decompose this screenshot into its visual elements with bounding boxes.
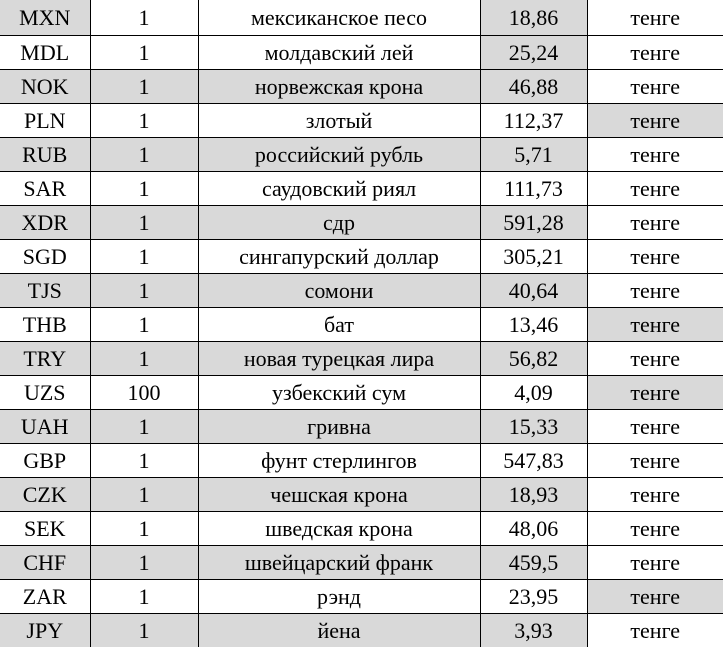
table-row [0, 0, 723, 36]
exchange-rate-cell: 46,88 [480, 70, 587, 104]
currency-code-cell: NOK [0, 70, 90, 104]
currency-name-cell: сомони [198, 274, 480, 308]
currency-code-cell: UZS [0, 376, 90, 410]
quantity-cell: 100 [90, 376, 198, 410]
table-row [0, 580, 723, 614]
unit-cell: тенге [587, 512, 723, 546]
exchange-rate-cell: 547,83 [480, 444, 587, 478]
exchange-rate-cell: 13,46 [480, 308, 587, 342]
unit-cell: тенге [587, 138, 723, 172]
currency-name-cell: йена [198, 614, 480, 647]
currency-code-cell: XDR [0, 206, 90, 240]
unit-cell: тенге [587, 614, 723, 647]
quantity-cell: 1 [90, 36, 198, 70]
unit-cell: тенге [587, 444, 723, 478]
table-row [0, 614, 723, 647]
unit-cell: тенге [587, 308, 723, 342]
unit-cell: тенге [587, 70, 723, 104]
currency-name-cell: рэнд [198, 580, 480, 614]
quantity-cell: 1 [90, 308, 198, 342]
currency-name-cell: молдавский лей [198, 36, 480, 70]
exchange-rate-cell: 56,82 [480, 342, 587, 376]
unit-cell: тенге [587, 478, 723, 512]
exchange-rate-cell: 112,37 [480, 104, 587, 138]
currency-name-cell: узбекский сум [198, 376, 480, 410]
currency-name-cell: швейцарский франк [198, 546, 480, 580]
currency-code-cell: MDL [0, 36, 90, 70]
exchange-rate-cell: 23,95 [480, 580, 587, 614]
quantity-cell: 1 [90, 342, 198, 376]
currency-code-cell: GBP [0, 444, 90, 478]
exchange-rate-cell: 15,33 [480, 410, 587, 444]
table-row [0, 206, 723, 240]
currency-name-cell: бат [198, 308, 480, 342]
currency-name-cell: чешская крона [198, 478, 480, 512]
quantity-cell: 1 [90, 410, 198, 444]
currency-name-cell: мексиканское песо [198, 0, 480, 36]
currency-code-cell: TJS [0, 274, 90, 308]
currency-name-cell: сдр [198, 206, 480, 240]
quantity-cell: 1 [90, 546, 198, 580]
exchange-rate-cell: 25,24 [480, 36, 587, 70]
currency-code-cell: CZK [0, 478, 90, 512]
quantity-cell: 1 [90, 444, 198, 478]
currency-code-cell: UAH [0, 410, 90, 444]
exchange-rate-cell: 18,93 [480, 478, 587, 512]
table-row [0, 444, 723, 478]
currency-code-cell: SGD [0, 240, 90, 274]
currency-name-cell: саудовский риял [198, 172, 480, 206]
quantity-cell: 1 [90, 206, 198, 240]
quantity-cell: 1 [90, 138, 198, 172]
currency-code-cell: MXN [0, 0, 90, 36]
quantity-cell: 1 [90, 614, 198, 647]
table-row [0, 36, 723, 70]
currency-name-cell: фунт стерлингов [198, 444, 480, 478]
table-row [0, 376, 723, 410]
currency-code-cell: RUB [0, 138, 90, 172]
currency-code-cell: TRY [0, 342, 90, 376]
table-row [0, 274, 723, 308]
table-row [0, 172, 723, 206]
exchange-rate-cell: 48,06 [480, 512, 587, 546]
currency-name-cell: сингапурский доллар [198, 240, 480, 274]
currency-code-cell: ZAR [0, 580, 90, 614]
unit-cell: тенге [587, 36, 723, 70]
quantity-cell: 1 [90, 104, 198, 138]
table-row [0, 342, 723, 376]
currency-name-cell: гривна [198, 410, 480, 444]
unit-cell: тенге [587, 376, 723, 410]
unit-cell: тенге [587, 274, 723, 308]
table-row [0, 104, 723, 138]
table-row [0, 138, 723, 172]
quantity-cell: 1 [90, 240, 198, 274]
currency-code-cell: PLN [0, 104, 90, 138]
table-row [0, 410, 723, 444]
currency-name-cell: злотый [198, 104, 480, 138]
quantity-cell: 1 [90, 580, 198, 614]
exchange-rate-cell: 591,28 [480, 206, 587, 240]
quantity-cell: 1 [90, 478, 198, 512]
currency-name-cell: норвежская крона [198, 70, 480, 104]
unit-cell: тенге [587, 342, 723, 376]
currency-code-cell: THB [0, 308, 90, 342]
unit-cell: тенге [587, 172, 723, 206]
table-row [0, 240, 723, 274]
unit-cell: тенге [587, 546, 723, 580]
exchange-rate-cell: 459,5 [480, 546, 587, 580]
exchange-rate-cell: 5,71 [480, 138, 587, 172]
currency-code-cell: SEK [0, 512, 90, 546]
currency-name-cell: шведская крона [198, 512, 480, 546]
quantity-cell: 1 [90, 274, 198, 308]
table-row [0, 70, 723, 104]
table-row [0, 546, 723, 580]
exchange-rate-cell: 40,64 [480, 274, 587, 308]
exchange-rate-cell: 111,73 [480, 172, 587, 206]
unit-cell: тенге [587, 410, 723, 444]
unit-cell: тенге [587, 240, 723, 274]
exchange-rate-cell: 4,09 [480, 376, 587, 410]
unit-cell: тенге [587, 580, 723, 614]
quantity-cell: 1 [90, 172, 198, 206]
exchange-rate-cell: 3,93 [480, 614, 587, 647]
currency-name-cell: российский рубль [198, 138, 480, 172]
currency-code-cell: SAR [0, 172, 90, 206]
quantity-cell: 1 [90, 0, 198, 36]
unit-cell: тенге [587, 0, 723, 36]
table-row [0, 308, 723, 342]
currency-code-cell: CHF [0, 546, 90, 580]
quantity-cell: 1 [90, 512, 198, 546]
exchange-rate-cell: 18,86 [480, 0, 587, 36]
currency-name-cell: новая турецкая лира [198, 342, 480, 376]
table-row [0, 512, 723, 546]
currency-code-cell: JPY [0, 614, 90, 647]
table-row [0, 478, 723, 512]
unit-cell: тенге [587, 104, 723, 138]
unit-cell: тенге [587, 206, 723, 240]
quantity-cell: 1 [90, 70, 198, 104]
exchange-rate-cell: 305,21 [480, 240, 587, 274]
